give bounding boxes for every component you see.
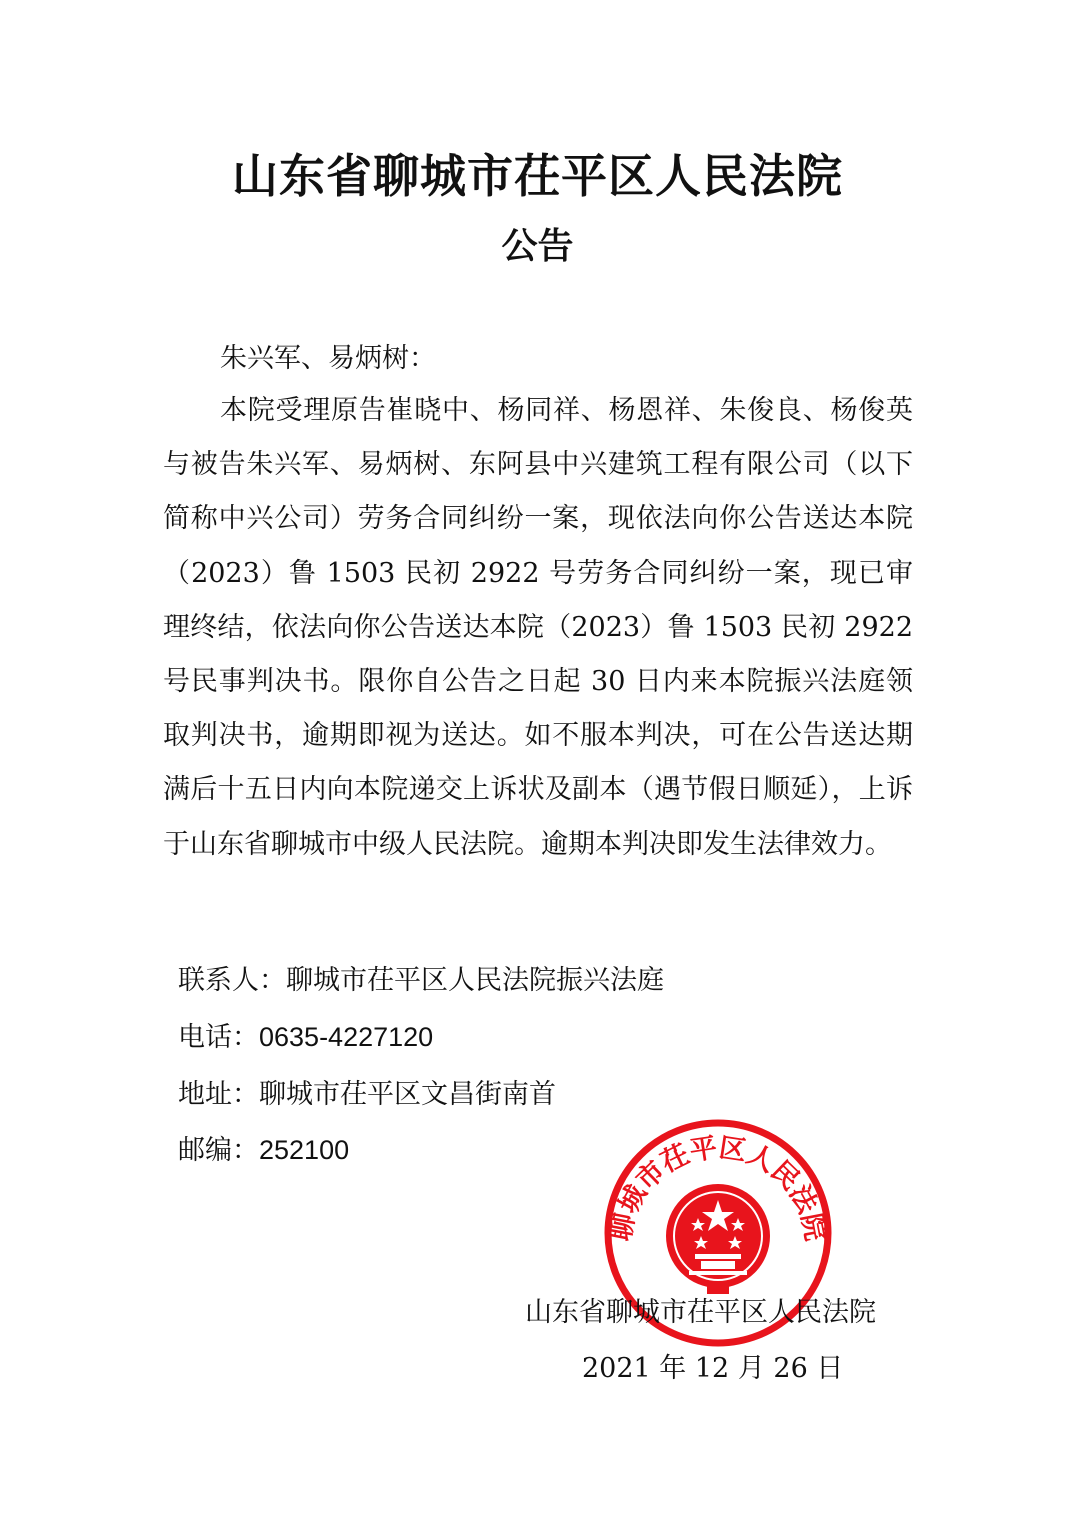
contact-postcode-line xyxy=(178,1128,349,1167)
contact-address-label: 地址： xyxy=(178,1079,259,1110)
contact-phone-label: 电话： xyxy=(178,1022,259,1053)
signature-date: 2021 年 12 月 26 日 xyxy=(582,1353,844,1384)
national-emblem-icon xyxy=(666,1184,770,1294)
contact-phone: 0635-4227120 xyxy=(259,1022,434,1052)
addressee: 朱兴军、易炳树： xyxy=(220,343,436,374)
contact-person-line xyxy=(178,958,664,997)
contact-address: 聊城市茌平区文昌街南首 xyxy=(259,1079,556,1110)
notice-body: 本院受理原告崔晓中、杨同祥、杨恩祥、朱俊良、杨俊英与被告朱兴军、易炳树、东阿县中兴建筑工程有限公司（以下简称中兴公司）劳务合同纠纷一案，现依法向你公告送达本院（2023）鲁 1503 民初 2922 号劳务合同纠纷一案，现已审理终结，依法向你公告送达本院（2023）鲁 1503 民初 2922 号民事判决书。限你自公告之日起 30 日内来本院振兴法庭领取判决书，逾期即视为送达。如不服本判决，可在公告送达期满后十五日内向本院递交上诉状及副本（遇节假日顺延），上诉于山东省聊城市中级人民法院。逾期本判决即发生法律效力。 xyxy=(163,395,913,860)
signature-court: 山东省聊城市茌平区人民法院 xyxy=(525,1297,876,1328)
contact-phone-line xyxy=(178,1015,433,1054)
contact-person: 聊城市茌平区人民法院振兴法庭 xyxy=(286,965,664,996)
contact-person-label: 联系人： xyxy=(178,965,286,996)
contact-address-line xyxy=(178,1072,556,1111)
page-subtitle: 公告 xyxy=(501,226,574,267)
contact-postcode-label: 邮编： xyxy=(178,1135,259,1166)
contact-postcode: 252100 xyxy=(259,1135,350,1165)
page-title: 山东省聊城市茌平区人民法院 xyxy=(232,149,843,203)
seal-text: 聊城市茌平区人民法院 xyxy=(605,1132,831,1244)
